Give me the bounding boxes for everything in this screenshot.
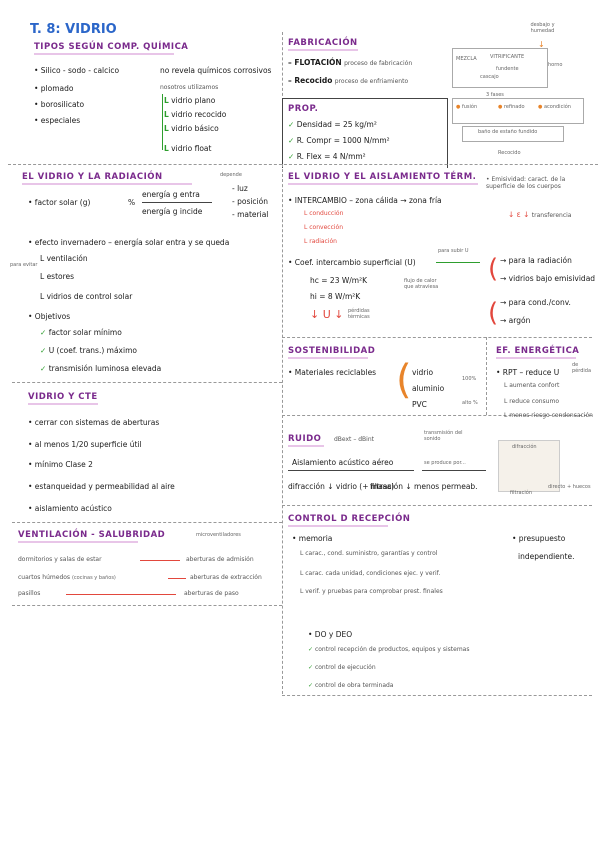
- evitar-ventilacion: L ventilación: [40, 254, 88, 263]
- intercambio-radiacion: L radiación: [304, 238, 337, 245]
- arrow-right-icon: [436, 262, 480, 263]
- diagram-top: desbajo y humedad: [530, 22, 555, 34]
- bracket-icon: (: [488, 298, 499, 328]
- highlight: [288, 445, 324, 447]
- argon-label: argón: [508, 316, 531, 325]
- fase-fusion-label: fusión: [461, 104, 478, 110]
- conveccion-label: convección: [309, 224, 344, 231]
- prop-flexion: ✓ R. Flex = 4 N/mm²: [288, 152, 366, 161]
- highlight: [288, 525, 388, 527]
- divider: [12, 605, 282, 606]
- recocido: [288, 76, 408, 85]
- vidrio-float-label: vidrio float: [171, 144, 212, 153]
- evitar-estores: L estores: [40, 272, 75, 281]
- diagram-recocido: Recocido: [498, 150, 521, 156]
- mat-aluminio: aluminio: [412, 384, 445, 393]
- flotacion-desc: proceso de fabricación: [344, 60, 413, 67]
- difraccion: difracción ↓ vidrio (+ masa): [288, 482, 395, 491]
- cte-l2: • al menos 1/20 superficie útil: [28, 440, 142, 449]
- objetivo-3-label: transmisión luminosa elevada: [48, 364, 162, 373]
- bracket-icon: (: [488, 254, 499, 284]
- highlight: [28, 403, 98, 405]
- memoria-3: L verif. y pruebas para comprobar prest. finales: [300, 588, 443, 595]
- highlight: [496, 357, 576, 359]
- divider: [282, 98, 447, 99]
- transferencia-label: transferencia: [531, 212, 572, 219]
- vent-l1b: aberturas de admisión: [186, 556, 254, 563]
- control-1-label: control recepción de productos, equipos y sistemas: [314, 646, 470, 653]
- divider: [8, 164, 598, 165]
- depende-note: depende: [220, 172, 242, 178]
- presupuesto: • presupuesto: [512, 534, 566, 543]
- fase-refinado: ● refinado: [498, 104, 525, 110]
- cte-header: VIDRIO Y CTE: [28, 392, 98, 402]
- ruido-db: dBext – dBint: [334, 436, 374, 443]
- ef-condensacion-label: menos riesgo condensación: [509, 412, 593, 419]
- sostenibilidad-header: SOSTENIBILIDAD: [288, 346, 376, 356]
- objetivo-1: ✓ factor solar mínimo: [40, 328, 122, 337]
- pct-100: 100%: [462, 376, 477, 382]
- img-filtracion: filtración: [510, 490, 532, 496]
- highlight: [288, 183, 478, 185]
- coef-intercambio: • Coef. intercambio superficial (U): [288, 258, 416, 267]
- arrow-right-icon: [422, 470, 486, 471]
- materiales: • Materiales reciclables: [288, 368, 377, 377]
- memoria-1: L carac., cond. suministro, garantías y control: [300, 550, 438, 557]
- fase-refinado-label: refinado: [503, 104, 525, 110]
- vent-l2a-label: cuartos húmedos: [18, 574, 71, 581]
- evitar-estores-label: estores: [46, 272, 75, 281]
- tipo-especiales: • especiales: [34, 116, 81, 125]
- vent-l3b: aberturas de paso: [184, 590, 239, 597]
- evitar-vidrios-label: vidrios de control solar: [46, 292, 133, 301]
- divider: [12, 522, 282, 523]
- para-cond-label: para cond./conv.: [508, 298, 571, 307]
- diagram-box-fases: [452, 98, 584, 124]
- argon: → argón: [500, 316, 531, 325]
- tipos-header: TIPOS SEGÚN COMP. QUÍMICA: [34, 42, 189, 52]
- underline: [288, 470, 414, 471]
- diagram-fundente: fundente: [496, 66, 519, 72]
- divider: [282, 695, 592, 696]
- diagram-vitrif: VITRIFICANTE: [490, 54, 525, 60]
- cte-l4: • estanqueidad y permeabilidad al aire: [28, 482, 175, 491]
- control-1: ✓ control recepción de productos, equipos y sistemas: [308, 646, 470, 653]
- fraction-line: [142, 202, 212, 203]
- depende-luz: - luz: [232, 184, 248, 193]
- divider: [282, 337, 592, 338]
- vidrio-basico: L vidrio básico: [164, 124, 219, 133]
- diagram-horno: horno: [548, 62, 563, 68]
- divider: [486, 337, 487, 415]
- tipo-borosilicato: • borosilicato: [34, 100, 85, 109]
- cte-l1: • cerrar con sistemas de aberturas: [28, 418, 160, 427]
- ef-condensacion: L menos riesgo condensación: [504, 412, 593, 419]
- arrow-line: [66, 594, 176, 595]
- flujo-note: flujo de calor que atraviesa: [404, 278, 439, 290]
- control-3: ✓ control de obra terminada: [308, 682, 394, 689]
- radiacion-label: radiación: [309, 238, 337, 245]
- vidrio-plano: L vidrio plano: [164, 96, 216, 105]
- prop-header: PROP.: [288, 104, 319, 114]
- perdida-note: de pérdida: [572, 362, 592, 374]
- emisividad: • Emisividad: caract. de la superficie de los cuerpos: [486, 176, 566, 190]
- prop-densidad: ✓ Densidad = 25 kg/m²: [288, 120, 377, 129]
- page-title: T. 8: VIDRIO: [30, 22, 117, 37]
- flotacion-label: – FLOTACIÓN: [288, 58, 342, 67]
- fase-fusion: ● fusión: [456, 104, 478, 110]
- vidrio-basico-label: vidrio básico: [171, 124, 219, 133]
- factor-solar: • factor solar (g): [28, 198, 91, 207]
- aislamiento-acustico: Aislamiento acústico aéreo: [292, 458, 394, 467]
- tipo-silico: • Silico - sodo - calcico: [34, 66, 120, 75]
- vent-l3a: pasillos: [18, 590, 41, 597]
- energia-incide: energía g incide: [142, 207, 203, 216]
- control-3-label: control de obra terminada: [314, 682, 394, 689]
- vidrio-plano-label: vidrio plano: [171, 96, 216, 105]
- objetivo-3: ✓ transmisión luminosa elevada: [40, 364, 162, 373]
- hc-value: hc = 23 W/m²K: [310, 276, 368, 285]
- hi-value: hi = 8 W/m²K: [310, 292, 361, 301]
- vidrios-bajo: → vidrios bajo emisividad: [500, 274, 596, 283]
- ventilacion-header: VENTILACIÓN - SALUBRIDAD: [18, 530, 166, 540]
- fase-acondicion-label: acondición: [543, 104, 571, 110]
- aislamiento-header: EL VIDRIO Y EL AISLAMIENTO TÉRM.: [288, 172, 477, 182]
- efecto-invernadero: • efecto invernadero – energía solar entra y se queda: [28, 238, 230, 247]
- micro-note: microventiladores: [196, 532, 241, 538]
- memoria-3-label: verif. y pruebas para comprobar prest. finales: [305, 588, 443, 595]
- highlight: [288, 357, 368, 359]
- vidrio-float: L vidrio float: [164, 144, 212, 153]
- ef-confort-label: aumenta confort: [509, 382, 560, 389]
- arrow-down-icon: ↓: [538, 40, 545, 49]
- diagram-cascajo: cascajo: [480, 74, 499, 80]
- vent-l2b: aberturas de extracción: [190, 574, 262, 581]
- arrow-line: [140, 560, 180, 561]
- ef-confort: L aumenta confort: [504, 382, 560, 389]
- depende-material: - material: [232, 210, 269, 219]
- mat-pvc: PVC: [412, 400, 427, 409]
- flotacion: [288, 58, 412, 67]
- memoria: • memoria: [292, 534, 333, 543]
- vent-l1a: dormitorios y salas de estar: [18, 556, 102, 563]
- ef-consumo: L reduce consumo: [504, 398, 560, 405]
- do-deo: • DO y DEO: [308, 630, 353, 639]
- transmision-note: transmisión del sonido: [424, 430, 463, 442]
- cte-l3: • mínimo Clase 2: [28, 460, 93, 469]
- vent-l2a: [18, 574, 116, 581]
- bracket-icon: (: [396, 357, 412, 403]
- para-cond: → para cond./conv.: [500, 298, 571, 307]
- para-evitar-note: para evitar: [10, 262, 38, 268]
- vent-l2a-paren: (cocinas y baños): [71, 575, 116, 581]
- img-difraccion: difracción: [512, 444, 537, 450]
- objetivo-2: ✓ U (coef. trans.) máximo: [40, 346, 137, 355]
- vidrio-recocido: L vidrio recocido: [164, 110, 227, 119]
- arrow-line: [168, 578, 186, 579]
- radiacion-header: EL VIDRIO Y LA RADIACIÓN: [22, 172, 163, 182]
- para-subir-note: para subir U: [438, 248, 469, 254]
- highlight: [288, 49, 358, 51]
- objetivo-1-label: factor solar mínimo: [48, 328, 122, 337]
- energia-entra: energía g entra: [142, 190, 200, 199]
- intercambio-conduccion: L conducción: [304, 210, 344, 217]
- control-2: ✓ control de ejecución: [308, 664, 376, 671]
- memoria-2-label: carac. cada unidad, condiciones ejec. y verif.: [305, 570, 441, 577]
- emisividad-transferencia: ↓ ε ↓ transferencia: [508, 210, 572, 219]
- control-header: CONTROL D RECEPCIÓN: [288, 514, 411, 524]
- tipo-plomado: • plomado: [34, 84, 74, 93]
- memoria-1-label: carac., cond. suministro, garantías y control: [305, 550, 438, 557]
- ruido-header: RUIDO: [288, 434, 322, 444]
- fase-acondicion: ● acondición: [538, 104, 571, 110]
- no-revela: no revela químicos corrosivos: [160, 66, 272, 75]
- prop-densidad-label: Densidad = 25 kg/m²: [296, 120, 377, 129]
- objetivo-2-label: U (coef. trans.) máximo: [48, 346, 137, 355]
- para-radiacion-label: para la radiación: [508, 256, 572, 265]
- vidrio-recocido-label: vidrio recocido: [171, 110, 227, 119]
- control-2-label: control de ejecución: [314, 664, 376, 671]
- se-produce: se produce por...: [424, 460, 466, 466]
- fabricacion-header: FABRICACIÓN: [288, 38, 358, 48]
- filtracion: filtración ↓ menos permeab.: [370, 482, 478, 491]
- recocido-desc: proceso de enfriamiento: [334, 78, 409, 85]
- diagram-fases: 3 fases: [486, 92, 504, 98]
- memoria-2: L carac. cada unidad, condiciones ejec. y verif.: [300, 570, 441, 577]
- depende-posicion: - posición: [232, 197, 268, 206]
- divider: [282, 164, 283, 694]
- mat-vidrio: vidrio: [412, 368, 434, 377]
- evitar-ventilacion-label: ventilación: [46, 254, 88, 263]
- prop-compresion-label: R. Compr = 1000 N/mm²: [296, 136, 390, 145]
- percent-sign: %: [128, 198, 136, 207]
- conduccion-label: conducción: [309, 210, 344, 217]
- objetivos: • Objetivos: [28, 312, 71, 321]
- perdidas-note: pérdidas térmicas: [348, 308, 370, 320]
- para-radiacion: → para la radiación: [500, 256, 572, 265]
- arrow-down-icon: ↓ U ↓: [310, 308, 344, 321]
- ef-consumo-label: reduce consumo: [509, 398, 560, 405]
- divider: [12, 382, 282, 383]
- prop-flexion-label: R. Flex = 4 N/mm²: [296, 152, 366, 161]
- nosotros-note: nosotros utilizamos: [160, 84, 219, 91]
- divider: [282, 505, 592, 506]
- highlight: [22, 183, 192, 185]
- vidrios-bajo-label: vidrios bajo emisividad: [508, 274, 596, 283]
- rpt: • RPT – reduce U: [496, 368, 560, 377]
- prop-compresion: ✓ R. Compr = 1000 N/mm²: [288, 136, 390, 145]
- highlight: [18, 541, 138, 543]
- diagram-bano: baño de estaño fundido: [478, 129, 538, 135]
- img-directo: directo + huecos: [548, 484, 591, 490]
- divider: [282, 98, 283, 168]
- cte-l5: • aislamiento acústico: [28, 504, 112, 513]
- divider: [447, 98, 448, 168]
- independiente: independiente.: [518, 552, 575, 561]
- highlight: [34, 53, 174, 55]
- bracket-line: [162, 94, 163, 150]
- recocido-label: – Recocido: [288, 76, 333, 85]
- pct-alto: alto %: [462, 400, 478, 406]
- evitar-vidrios: L vidrios de control solar: [40, 292, 133, 301]
- energetica-header: EF. ENERGÉTICA: [496, 346, 580, 356]
- intercambio-conveccion: L convección: [304, 224, 344, 231]
- intercambio: • INTERCAMBIO – zona cálida → zona fría: [288, 196, 442, 205]
- diagram-mezcla: MEZCLA: [456, 56, 477, 62]
